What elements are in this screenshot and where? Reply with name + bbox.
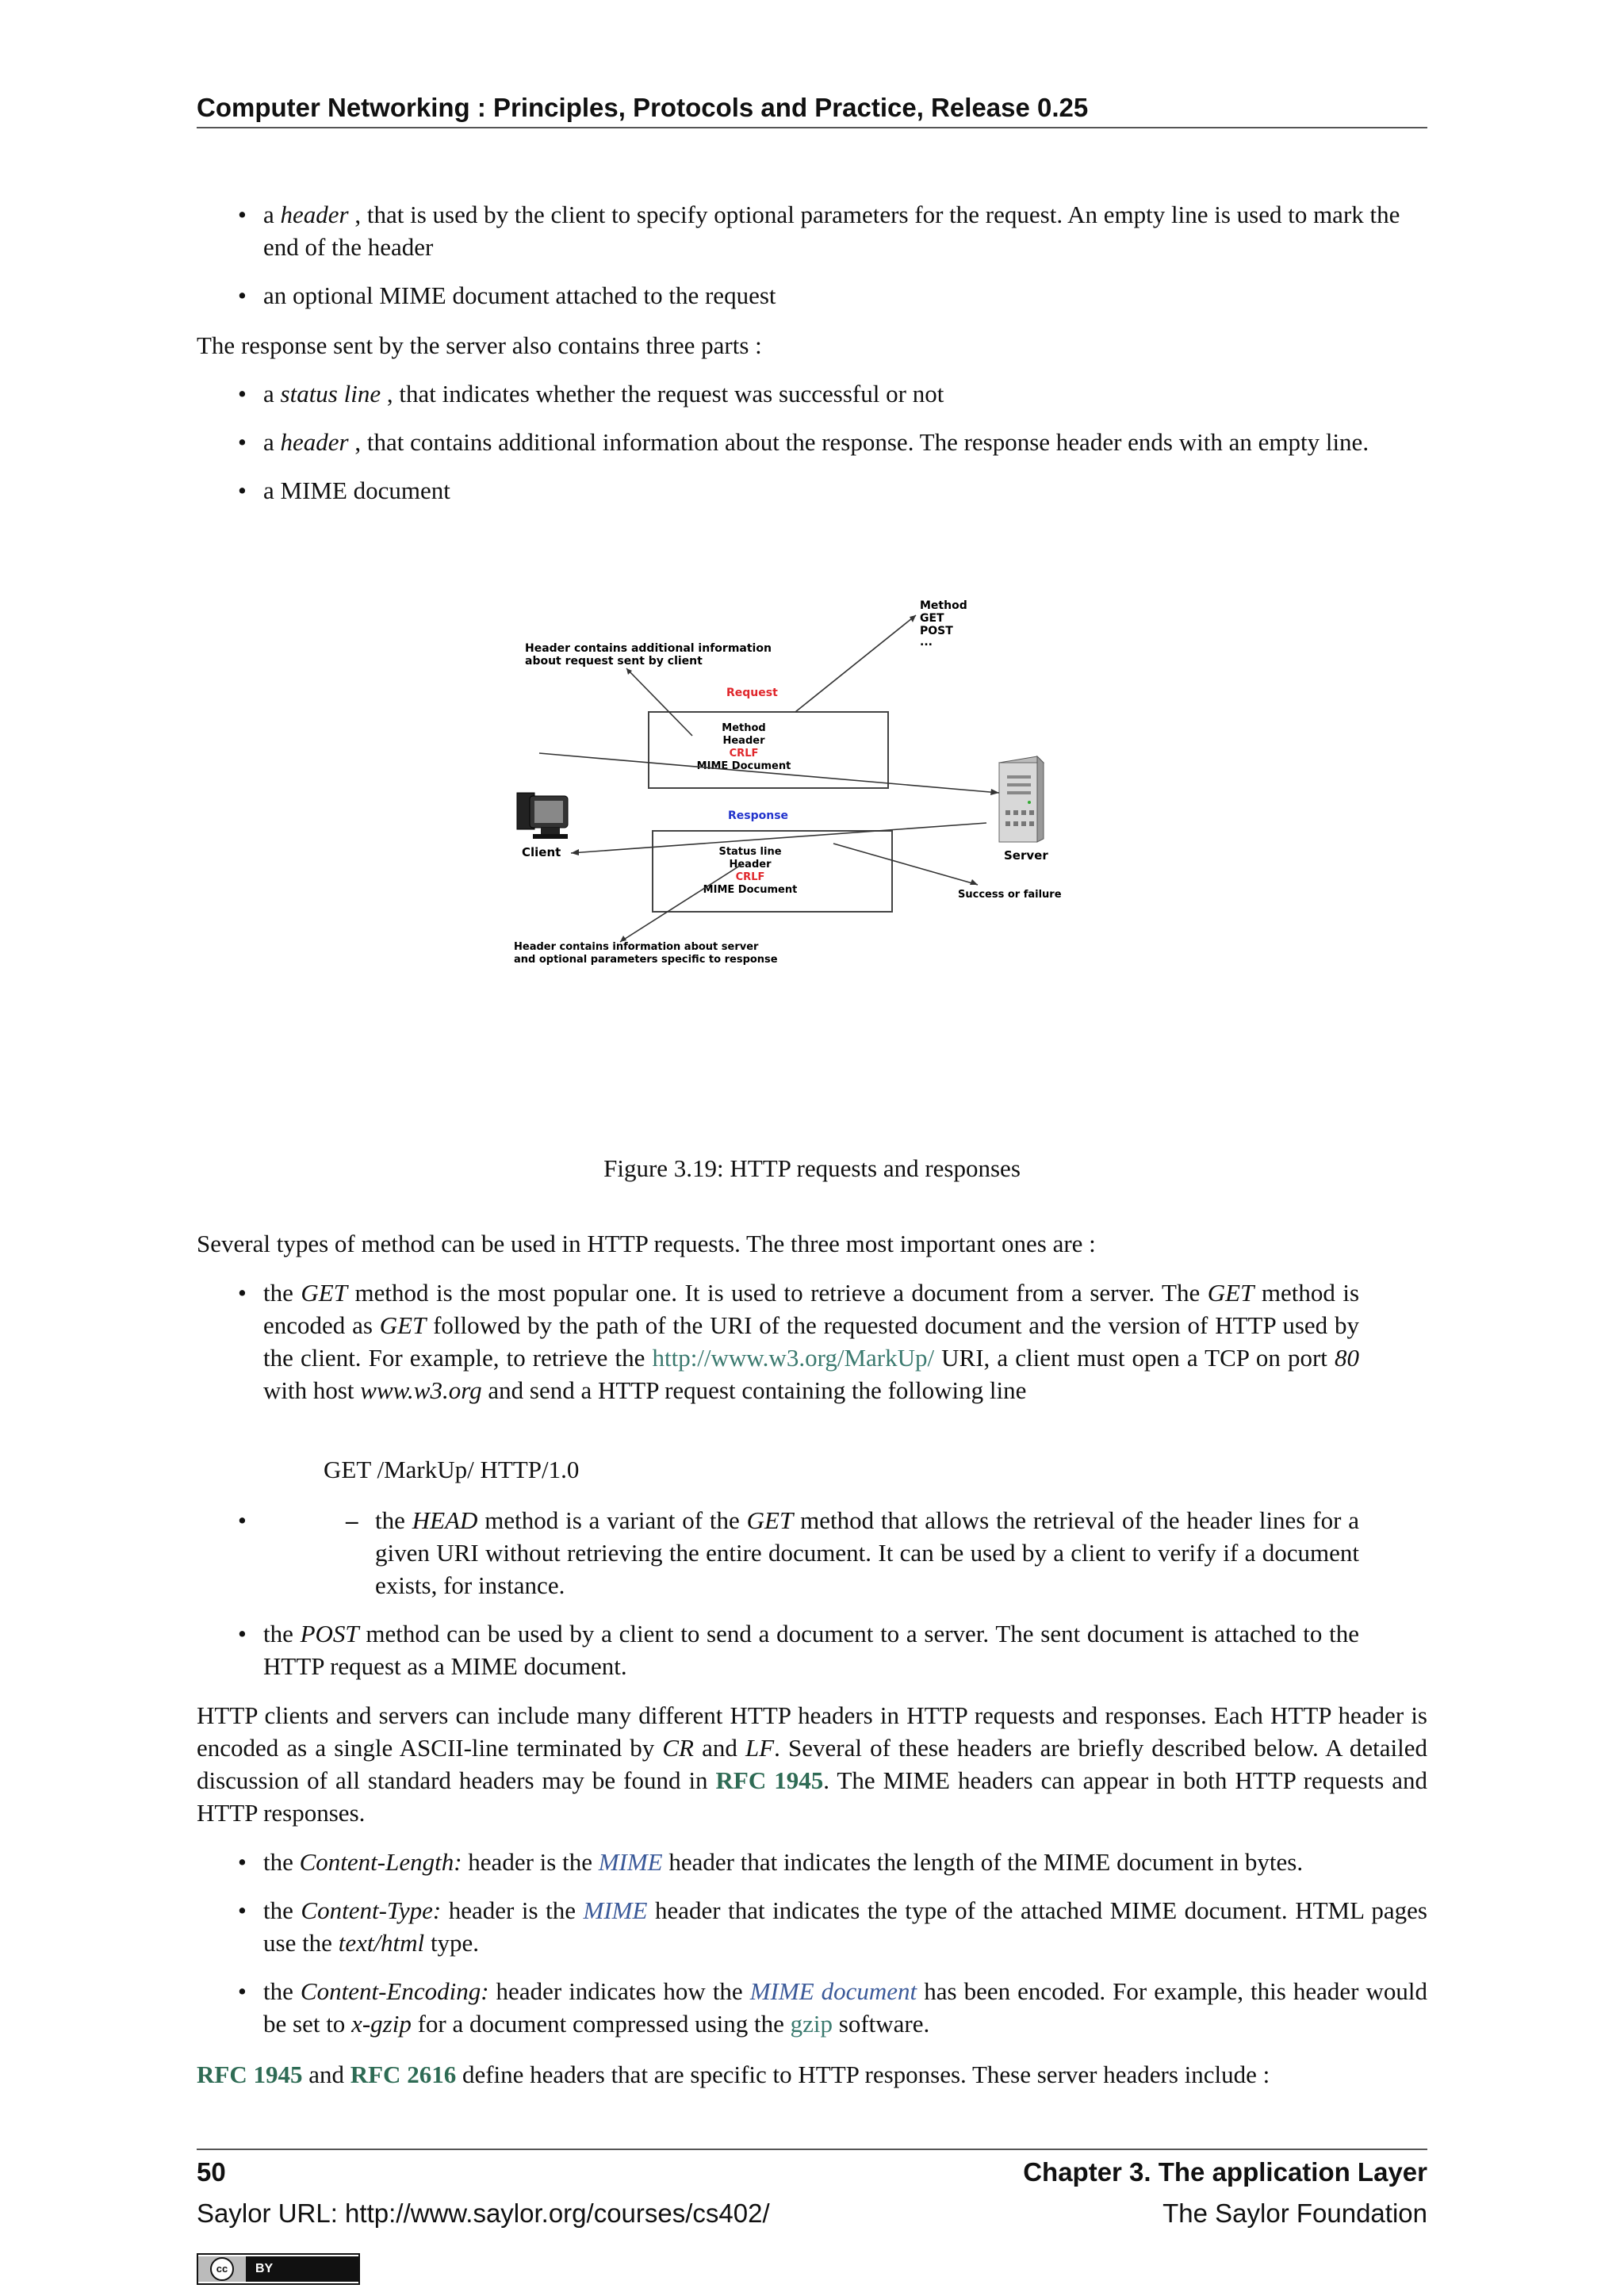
method-more: ... — [920, 636, 933, 649]
arrowhead-response-to-client — [571, 849, 579, 855]
saylor-url: Saylor URL: http://www.saylor.org/courses/cs402/ — [197, 2198, 770, 2228]
method-label: Method — [920, 599, 967, 612]
list-item-content-length: • the Content-Length: header is the MIME header that indicates the length of the MIME document in bytes. — [197, 1846, 1427, 1878]
http-request-response-diagram — [514, 587, 1275, 983]
request-field-mime: MIME Document — [696, 760, 791, 772]
footer-row-secondary — [197, 2198, 1427, 2229]
gzip-link[interactable]: gzip — [790, 2010, 833, 2038]
response-parts-list — [197, 377, 1427, 507]
running-header: Computer Networking : Principles, Protocols and Practice, Release 0.25 — [197, 92, 1427, 128]
response-field-status: Status line — [718, 846, 782, 858]
document-page — [197, 0, 1427, 2296]
list-item-post: • the POST method can be used by a client to send a document to a server. The sent document is attached to the HTTP request as a MIME document. — [197, 1617, 1427, 1682]
server-headers-paragraph: RFC 1945 and RFC 2616 define headers that are specific to HTTP responses. These server headers include : — [197, 2061, 1270, 2088]
cc-by-license-badge — [197, 2253, 360, 2285]
list-item: • a status line , that indicates whether the request was successful or not — [197, 377, 1427, 410]
request-header-note-line2: about request sent by client — [525, 655, 703, 668]
list-item-get: • the GET method is the most popular one. It is used to retrieve a document from a server. The GET method is encoded as GET followed by the path of the URI of the requested document and the version of HTTP used by the client. For example, to retrieve the http://www.w3.org/MarkUp/ URI, a client must open a TCP on port 80 with host www.w3.org and send a HTTP request containing the following line — [197, 1276, 1427, 1406]
cc-icon: cc — [198, 2256, 246, 2282]
list-item: • a header , that is used by the client to specify optional parameters for the request. An empty line is used to mark the end of the header — [197, 198, 1427, 263]
saylor-foundation: The Saylor Foundation — [1162, 2198, 1427, 2228]
dash-marker: • – — [346, 1506, 358, 1534]
success-failure-label: Success or failure — [958, 889, 1062, 901]
mime-link[interactable]: MIME — [583, 1896, 648, 1924]
figure-caption: Figure 3.19: HTTP requests and responses — [603, 1154, 1021, 1182]
headers-paragraph: HTTP clients and servers can include many different HTTP headers in HTTP requests and responses. Each HTTP header is encoded as a single ASCII-line terminated by CR and LF. Several of these headers are briefly described below. A detailed discussion of all standard headers may be found in RFC 1945. The MIME headers can appear in both HTTP requests and HTTP responses. — [197, 1701, 1428, 1827]
page-number: 50 — [197, 2157, 226, 2187]
response-field-crlf: CRLF — [735, 871, 765, 883]
request-field-header: Header — [722, 735, 765, 747]
methods-list — [197, 1276, 1427, 1406]
response-header-note-line1: Header contains information about server — [514, 941, 759, 953]
client-computer-icon — [517, 793, 568, 839]
list-item-head: • – the HEAD method is a variant of the GET method that allows the retrieval of the header lines for a given URI without retrieving the entire document. It can be used by a client to verify if a document exists, for instance. — [197, 1504, 1427, 1601]
server-label: Server — [1004, 848, 1048, 863]
request-header-note-line1: Header contains additional information — [525, 642, 772, 655]
arrow-method — [795, 615, 916, 712]
response-header-note-line2: and optional parameters specific to response — [514, 954, 778, 966]
header-fields-list — [197, 1846, 1427, 2040]
response-field-mime: MIME Document — [703, 884, 798, 896]
list-item: • a header , that contains additional information about the response. The response header ends with an empty line. — [197, 426, 1427, 458]
methods-list-continued — [197, 1504, 1427, 1682]
rfc-1945-link[interactable]: RFC 1945 — [715, 1766, 824, 1794]
rfc-2616-link[interactable]: RFC 2616 — [350, 2061, 457, 2088]
response-label: Response — [728, 809, 789, 822]
client-label: Client — [522, 845, 561, 859]
by-label: BY — [246, 2256, 358, 2282]
footer-row-primary — [197, 2156, 1427, 2188]
arrowhead-request-to-server — [990, 789, 999, 795]
request-field-crlf: CRLF — [729, 748, 759, 760]
request-parts-list — [197, 198, 1427, 312]
request-field-method: Method — [722, 722, 766, 734]
method-get: GET — [920, 612, 944, 625]
request-box — [649, 712, 888, 788]
request-label: Request — [726, 687, 778, 699]
list-item-content-encoding: • the Content-Encoding: header indicates how the MIME document has been encoded. For example, this header would be set to x-gzip for a document compressed using the gzip software. — [197, 1975, 1427, 2040]
rfc-1945-link[interactable]: RFC 1945 — [197, 2061, 303, 2088]
server-icon — [999, 756, 1044, 842]
response-intro: The response sent by the server also contains three parts : — [197, 331, 762, 359]
methods-intro: Several types of method can be used in HTTP requests. The three most important ones are : — [197, 1230, 1096, 1257]
response-box — [653, 831, 892, 912]
w3-markup-link[interactable]: http://www.w3.org/MarkUp/ — [652, 1344, 935, 1372]
list-item: • an optional MIME document attached to the request — [197, 279, 1427, 312]
get-request-example: GET /MarkUp/ HTTP/1.0 — [324, 1456, 580, 1483]
list-item-content-type: • the Content-Type: header is the MIME header that indicates the type of the attached MIME document. HTML pages use the text/html type. — [197, 1894, 1427, 1959]
list-item: • a MIME document — [197, 474, 1427, 507]
response-field-header: Header — [729, 859, 772, 871]
mime-document-link[interactable]: MIME document — [749, 1977, 917, 2005]
arrowhead-success-failure — [970, 879, 978, 885]
footer-divider — [197, 2149, 1427, 2150]
method-post: POST — [920, 625, 953, 637]
mime-link[interactable]: MIME — [598, 1848, 663, 1876]
chapter-title: Chapter 3. The application Layer — [1023, 2157, 1427, 2187]
